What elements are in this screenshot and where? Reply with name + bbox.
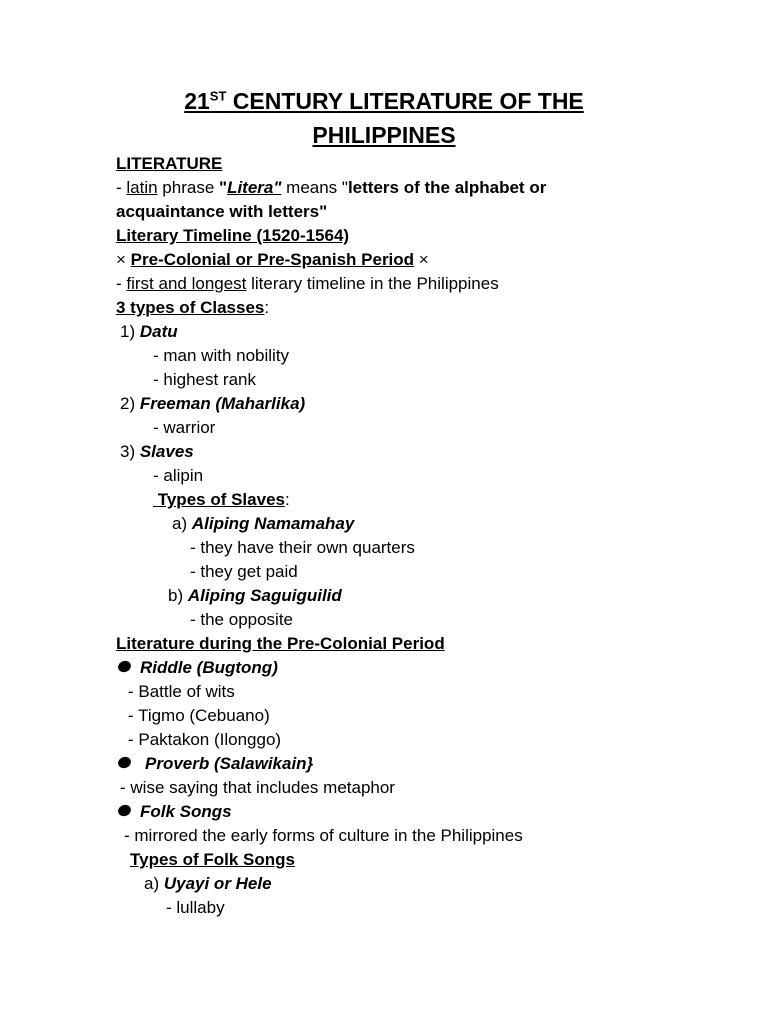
folk-songs-heading: Folk Songs xyxy=(140,802,232,821)
literature-definition-line-1 xyxy=(116,176,546,200)
riddle-detail-1: - Battle of wits xyxy=(128,682,235,701)
proverb-line xyxy=(118,752,313,776)
proverb-heading: Proverb (Salawikain} xyxy=(145,754,314,773)
slave-type-a-detail-1: - they have their own quarters xyxy=(190,538,415,557)
riddle-detail-2: - Tigmo (Cebuano) xyxy=(128,706,270,725)
means-word: means " xyxy=(281,178,348,197)
class-3-line xyxy=(120,440,194,464)
dash: - xyxy=(116,274,127,293)
item-number: 1) xyxy=(120,322,140,341)
class-freeman: Freeman (Maharlika) xyxy=(139,394,306,413)
riddle-detail-3: - Paktakon (Ilonggo) xyxy=(128,730,282,749)
folk-type-a-line xyxy=(144,872,272,896)
title-prefix: 21 xyxy=(184,88,210,114)
pre-colonial-period-line xyxy=(116,248,429,272)
x-mark-left: × xyxy=(116,250,131,269)
item-letter: a) xyxy=(172,514,192,533)
latin-word: latin xyxy=(126,178,158,197)
types-of-folk-songs-heading: Types of Folk Songs xyxy=(130,850,295,869)
types-of-slaves-line xyxy=(153,488,290,512)
colon: : xyxy=(264,298,270,317)
riddle-heading: Riddle (Bugtong) xyxy=(140,658,278,677)
folk-songs-line xyxy=(118,800,232,824)
literature-pre-colonial-heading: Literature during the Pre-Colonial Period xyxy=(116,634,445,653)
timeline-description: literary timeline in the Philippines xyxy=(246,274,499,293)
folk-type-a-detail-1: - lullaby xyxy=(166,898,225,917)
bullet-icon xyxy=(117,659,133,674)
pre-colonial-period-heading: Pre-Colonial or Pre-Spanish Period xyxy=(130,250,415,269)
title-superscript: ST xyxy=(209,88,227,104)
slave-type-a-detail-2: - they get paid xyxy=(190,562,298,581)
classes-heading-line xyxy=(116,296,269,320)
slave-type-a-line xyxy=(172,512,354,536)
item-number: 3) xyxy=(120,442,140,461)
title-rest: CENTURY LITERATURE OF THE xyxy=(226,88,584,114)
title-line-2: PHILIPPINES xyxy=(312,122,456,148)
class-3-detail-1: - alipin xyxy=(153,466,204,485)
class-1-detail-2: - highest rank xyxy=(153,370,256,389)
riddle-line xyxy=(118,656,278,680)
item-letter: a) xyxy=(144,874,164,893)
literature-heading: LITERATURE xyxy=(116,154,223,173)
quote-mark: " xyxy=(219,178,228,197)
phrase-word: phrase xyxy=(157,178,220,197)
litera-term: Litera" xyxy=(227,178,282,197)
folk-type-uyayi: Uyayi or Hele xyxy=(163,874,272,893)
colon: : xyxy=(284,490,290,509)
slave-type-saguiguilid: Aliping Saguiguilid xyxy=(187,586,342,605)
class-1-detail-1: - man with nobility xyxy=(153,346,290,365)
proverb-detail-1: - wise saying that includes metaphor xyxy=(120,778,395,797)
class-slaves: Slaves xyxy=(139,442,194,461)
item-letter: b) xyxy=(168,586,188,605)
class-datu: Datu xyxy=(139,322,178,341)
first-longest-line xyxy=(116,272,499,296)
letters-phrase: letters of the alphabet or xyxy=(347,178,547,197)
literary-timeline-heading: Literary Timeline (1520-1564) xyxy=(116,226,350,245)
bullet-icon xyxy=(117,803,133,818)
title-line-1 xyxy=(0,88,768,115)
slave-type-namamahay: Aliping Namamahay xyxy=(191,514,355,533)
bullet-icon xyxy=(117,755,133,770)
types-of-slaves-heading: Types of Slaves xyxy=(157,490,285,509)
classes-heading: 3 types of Classes xyxy=(116,298,265,317)
literature-definition-line-2: acquaintance with letters" xyxy=(116,202,328,221)
first-longest-phrase: first and longest xyxy=(126,274,247,293)
x-mark-right: × xyxy=(414,250,429,269)
class-1-line xyxy=(120,320,178,344)
class-2-line xyxy=(120,392,305,416)
slave-type-b-detail-1: - the opposite xyxy=(190,610,294,629)
item-number: 2) xyxy=(120,394,140,413)
class-2-detail-1: - warrior xyxy=(153,418,216,437)
slave-type-b-line xyxy=(168,584,342,608)
dash: - xyxy=(116,178,127,197)
folk-songs-detail-1: - mirrored the early forms of culture in the Philippines xyxy=(124,826,523,845)
